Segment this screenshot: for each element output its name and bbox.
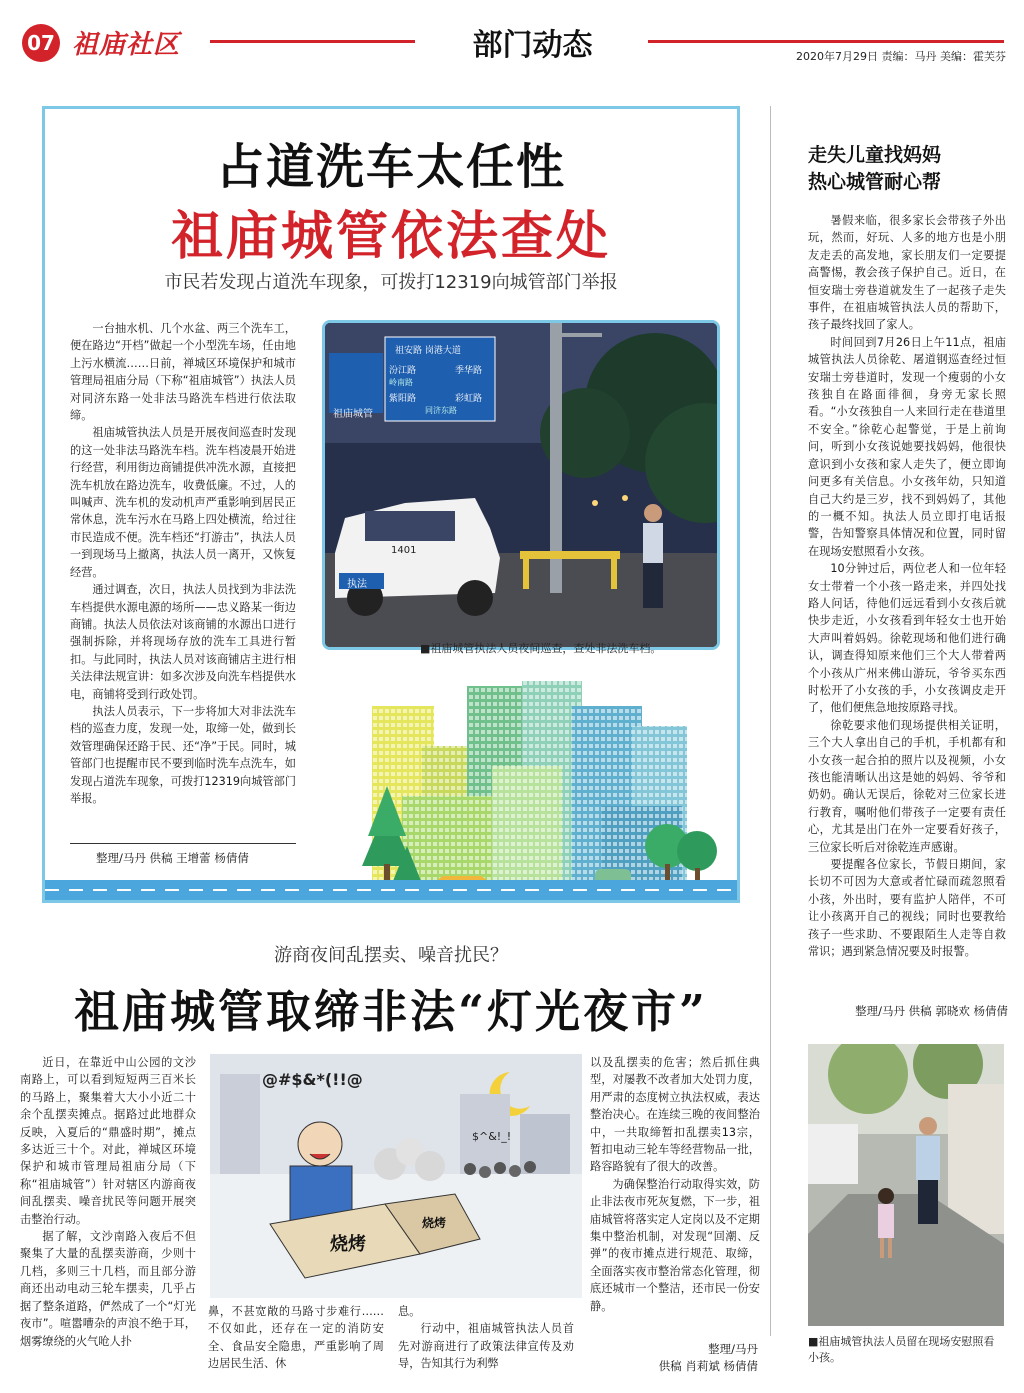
night-market-col3 <box>398 1303 574 1373</box>
sidebar-body <box>808 212 1006 960</box>
feature-paragraph: 祖庙城管执法人员是开展夜间巡查时发现的这一处非法马路洗车档。洗车档凌晨开始进行经营，利用街边商铺提供冲洗水源，直接把洗车机放在路边洗车，收费低廉。不过，人的叫喊声、洗车机的发动机声严重影响到居民正常休息，洗车污水在马路上四处横流，给过往市民造成不便。洗车档还“打游击”，执法人员一到现场马上撤离，执法人员一离开，又恢复经营。 <box>70 426 296 579</box>
photo-sign-label: 同济东路 <box>425 406 457 415</box>
photo-sign-label: 彩虹路 <box>455 394 483 404</box>
feature-headline-line1: 占道洗车太任性 <box>215 139 566 195</box>
publication-name: 祖庙社区 <box>72 30 181 60</box>
night-market-col4 <box>590 1054 760 1315</box>
road-strip <box>45 880 737 900</box>
feature-photo-caption: ■祖庙城管执法人员夜间巡查，查处非法洗车档。 <box>420 642 662 655</box>
night-market-headline: 祖庙城管取缔非法“灯光夜市” <box>74 985 708 1038</box>
sidebar-credit: 整理/马丹 供稿 郭晓欢 杨倩倩 <box>855 1004 1008 1018</box>
car-label: 执法 <box>347 579 367 590</box>
photo-sign-label: 紫阳路 <box>389 394 417 404</box>
photo-sign-label: 汾江路 <box>389 366 417 376</box>
feature-paragraph: 执法人员表示，下一步将加大对非法洗车档的巡查力度，发现一处，取缔一处，做到长效管理确保还路于民、还“净”于民。同时，城管部门也提醒市民不要到临时洗车点洗车，如发现占道洗车现象，可拨打12319向城管部门举报。 <box>70 704 296 805</box>
feature-deck: 市民若发现占道洗车现象，可拨打12319向城管部门举报 <box>164 272 618 293</box>
section-title: 部门动态 <box>472 28 593 63</box>
column-separator <box>770 106 771 1336</box>
night-market-paragraph: 鼻，不甚宽敞的马路寸步难行……不仅如此，还存在一定的消防安全、食品安全隐患，严重影响了周边居民生活、休 <box>208 1305 384 1371</box>
feature-headline-line2: 祖庙城管依法查处 <box>170 206 611 267</box>
sidebar-headline <box>808 142 1008 196</box>
night-market-paragraph: 近日，在靠近中山公园的文沙南路上，可以看到短短两三百米长的马路上，聚集着大大小小近二十余个乱摆卖摊点。据路过此地群众反映，入夏后的“鼎盛时期”，摊点多达近三十个。对此，禅城区环境保护和城市管理局祖庙分局（下称“祖庙城管”）针对辖区内游商夜间乱摆卖、噪音扰民等问题开展突击整治行动。 <box>20 1056 196 1226</box>
photo-sign-label: 季华路 <box>455 366 483 376</box>
feature-body <box>70 320 296 807</box>
sidebar-paragraph: 10分钟过后，两位老人和一位年轻女士带着一个小孩一路走来，并四处找路人问话，待他们远远看到小女孩后就快步走近，小女孩看到年轻女士也开始大声叫着妈妈。徐乾现场和他们进行确认，调查得知原来他们三个大人带着两个小孩从广州来佛山游玩，爷爷买东西时松开了小女孩的手，小女孩调皮走开了，他们便焦急地按原路寻找。 <box>808 562 1006 715</box>
masthead-rule-left <box>210 40 415 43</box>
night-market-col1 <box>20 1054 196 1350</box>
night-market-paragraph: 据了解，文沙南路入夜后不但聚集了大量的乱摆卖游商，少则十几档，多则三十几档，而且部分游商还出动电动三轮车摆卖，几乎占据了整条道路，俨然成了一个“灯光夜市”。喧嚣嘈杂的声浪不绝于耳，烟雾缭绕的火气呛人扑 <box>20 1230 196 1348</box>
photo-sign-label: 祖庙城管 <box>333 409 373 420</box>
night-market-paragraph: 息。 <box>398 1305 421 1318</box>
cartoon-shout-text: @#$&*(!!@ <box>262 1070 363 1089</box>
sidebar-paragraph: 暑假来临，很多家长会带孩子外出玩，然而，好玩、人多的地方也是小朋友走丢的高发地，家长朋友们一定要提高警惕，教会孩子保护自己。近日，在恒安瑞士旁巷道就发生了一起孩子走失事件，在祖庙城管执法人员的帮助下，孩子最终找回了家人。 <box>808 214 1006 332</box>
cartoon-stall-sign: 烧烤 <box>330 1234 366 1255</box>
photo-sign-label: 岭南路 <box>389 378 413 387</box>
sidebar-paragraph: 要提醒各位家长，节假日期间，家长切不可因为大意或者忙碌而疏忽照看小孩，外出时，要有监护人陪伴，不可让小孩离开自己的视线；同时也要教给孩子一些求助、不要跟陌生人走等自救常识；遇到紧急情况要及时报警。 <box>808 858 1006 959</box>
lost-child-photo <box>808 1044 1004 1326</box>
sidebar-headline-line2: 热心城管耐心帮 <box>808 171 942 193</box>
issue-info: 2020年7月29日 责编：马丹 美编：霍芙芬 <box>796 50 1006 63</box>
masthead-rule-right <box>648 40 1004 43</box>
sidebar-paragraph: 徐乾要求他们现场提供相关证明，三个大人拿出自己的手机，手机都有和小女孩一起合拍的照片以及视频，小女孩也能清晰认出这是她的妈妈、爷爷和奶奶。确认无误后，徐乾对三位家长进行教育，嘱咐他们带孩子一定要有责任心，尤其是出门在外一定要看好孩子，三位家长听后对徐乾连声感谢。 <box>808 718 1006 854</box>
alley-scene <box>808 1044 1004 1326</box>
night-inspection-photo <box>322 320 720 650</box>
feature-paragraph: 一台抽水机、几个水盆、两三个洗车工，便在路边“开档”做起一个小型洗车场，任由地上污水横流……日前，禅城区环境保护和城市管理局祖庙分局（下称“祖庙城管”）执法人员对同济东路一处非法马路洗车档进行依法取缔。 <box>70 322 296 423</box>
night-market-col2 <box>208 1303 384 1373</box>
night-market-paragraph: 行动中，祖庙城管执法人员首先对游商进行了政策法律宣传及劝导，告知其行为利弊 <box>398 1322 574 1371</box>
night-market-paragraph: 以及乱摆卖的危害；然后抓住典型，对屡教不改者加大处罚力度，用严肃的态度树立执法权威，表达整治决心。在连续三晚的夜间整治中，一共取缔暂扣乱摆卖13宗，暂扣电动三轮车等经营物品一批，路容路貌有了很大的改善。 <box>590 1056 760 1174</box>
feature-credit-rule <box>70 843 296 844</box>
sidebar-paragraph: 时间回到7月26日上午11点，祖庙城管执法人员徐乾、屠道钢巡查经过恒安瑞士旁巷道时，发现一个瘦弱的小女孩独自在路面徘徊，身旁无家长照看。“小女孩独自一人来回行走在巷道里不安全。”徐乾心起警觉，于是上前询问，听到小女孩说她要找妈妈，他很快意识到小女孩和家人走失了，便立即询问更多有关信息。小女孩年幼，只知道自己大约是三岁，找不到妈妈了，其他的一概不知。执法人员立即打电话报警，告知警察具体情况和位置，同时留在现场安慰照看小女孩。 <box>808 335 1006 558</box>
feature-credit: 整理/马丹 供稿 王增蕾 杨倩倩 <box>96 851 249 865</box>
sidebar-headline-line1: 走失儿童找妈妈 <box>808 144 942 166</box>
page-number-badge: 07 <box>22 24 60 62</box>
photo-sign-label: 祖安路 岗港大道 <box>395 346 461 356</box>
night-market-cartoon <box>210 1054 582 1298</box>
cartoon-illustration <box>210 1054 582 1298</box>
car-number: 1401 <box>391 545 417 556</box>
night-market-credit-suppliers: 供稿 肖莉斌 杨倩倩 <box>658 1359 758 1373</box>
road-markings <box>45 880 737 900</box>
night-street-scene <box>325 323 717 647</box>
cartoon-shout-text-2: $^&!_! <box>472 1130 512 1143</box>
cartoon-stall-sign: 烧烤 <box>422 1216 447 1230</box>
night-market-paragraph: 为确保整治行动取得实效，防止非法夜市死灰复燃，下一步，祖庙城管将落实定人定岗以及不定期集中整治机制，对发现“回潮、反弹”的夜市摊点进行规范、取缔，全面落实夜市整治常态化管理，彻底还城市一个整洁，还市民一份安静。 <box>590 1177 760 1313</box>
night-market-credit: 整理/马丹 <box>708 1342 758 1356</box>
feature-paragraph: 通过调查，次日，执法人员找到为非法洗车档提供水源电源的场所——忠义路某一街边商铺。执法人员依法对该商铺的水源出口进行强制拆除，并将现场存放的洗车工具进行暂扣。与此同时，执法人员对该商铺店主进行相关法律法规宣讲：如多次涉及向洗车档提供水电，商铺将受到行政处罚。 <box>70 583 296 701</box>
sidebar-photo-caption: ■祖庙城管执法人员留在现场安慰照看小孩。 <box>808 1335 995 1364</box>
night-market-kicker: 游商夜间乱摆卖、噪音扰民？ <box>274 945 508 966</box>
